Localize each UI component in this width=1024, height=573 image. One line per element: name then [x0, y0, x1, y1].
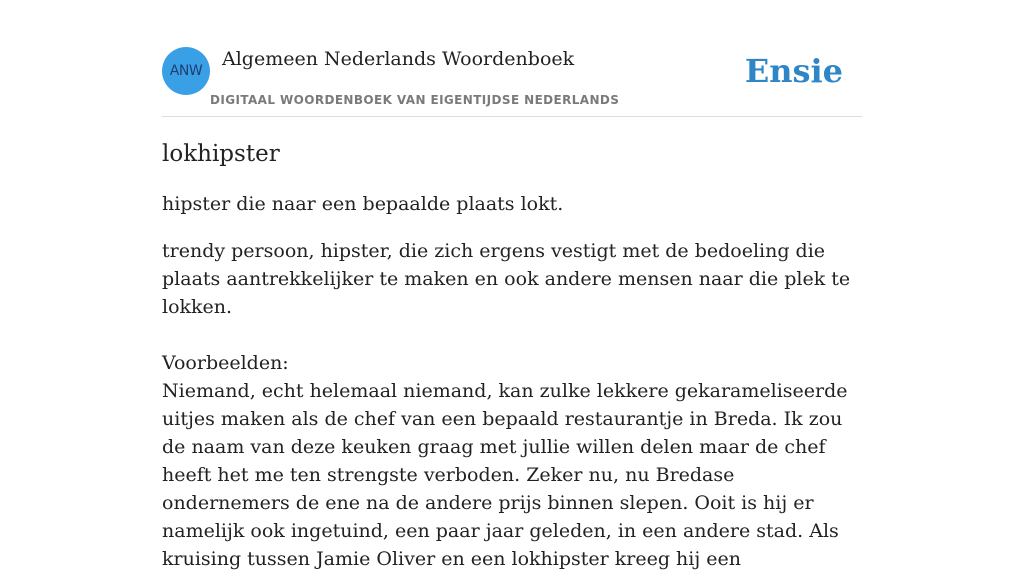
example-text: Niemand, echt helemaal niemand, kan zulke lekkere gekarameliseerde uitjes maken als de chef van een bepaald restaurantje in Breda. Ik zou de naam van deze keuken graag met jullie willen delen maar de chef heeft het me ten strengste verboden. Zeker nu, nu Bredase ondernemers de ene na de andere prijs binnen slepen. Ooit is hij er namelijk ook ingetuind, een paar jaar geleden, in een andere stad. Als kruising tussen Jamie Oliver en een lokhipster kreeg hij een — [162, 380, 848, 570]
long-definition: trendy persoon, hipster, die zich ergens vestigt met de bedoeling die plaats aantrekkelijker te maken en ook andere mensen naar die plek te lokken. — [162, 240, 851, 318]
anw-logo[interactable]: ANW — [162, 47, 210, 95]
entry-word: lokhipster — [162, 141, 280, 167]
entry-content — [162, 138, 866, 573]
short-definition: hipster die naar een bepaalde plaats lokt. — [162, 193, 564, 215]
site-subtitle: DIGITAAL WOORDENBOEK VAN EIGENTIJDSE NEDERLANDS — [210, 93, 620, 107]
examples-label: Voorbeelden: — [162, 352, 289, 374]
site-header — [162, 46, 862, 117]
site-title[interactable]: Algemeen Nederlands Woordenboek — [222, 48, 575, 70]
ensie-brand-logo[interactable]: Ensie — [744, 52, 843, 90]
